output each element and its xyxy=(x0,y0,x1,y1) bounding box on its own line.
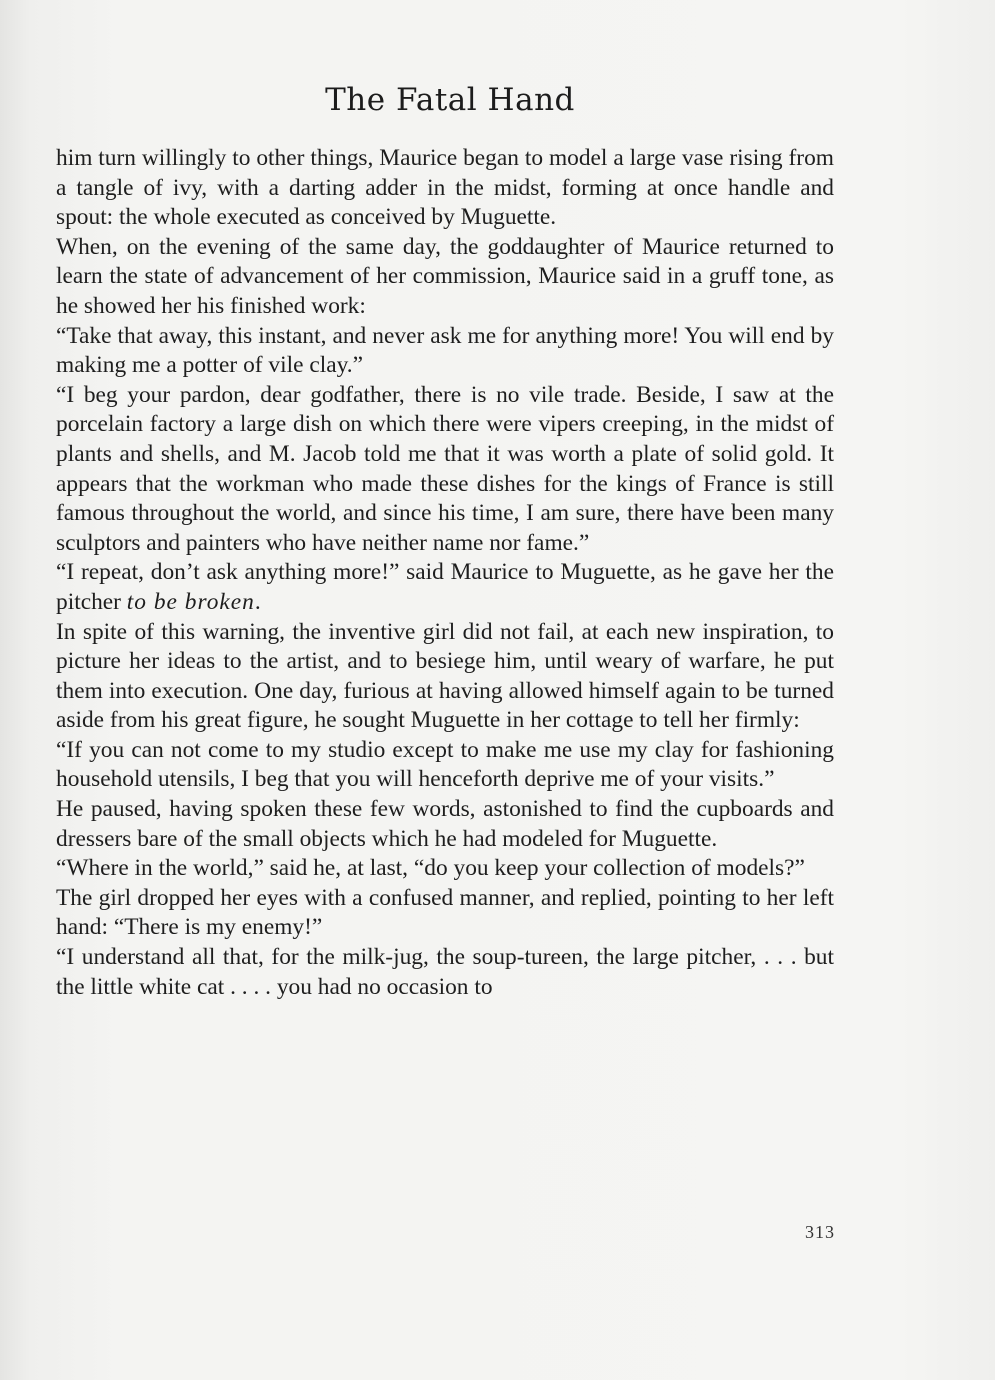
paragraph: In spite of this warning, the inventive girl did not fail, at each new inspiration, to picture her ideas to the artist, and to besiege him, until weary of warfare, he put them into execution. One day, furious at having allowed himself again to be turned aside from his great figure, he sought Muguette in her cottage to tell her firmly: xyxy=(56,618,834,734)
paragraph: “Take that away, this instant, and never ask me for anything more! You will end by making me a potter of vile clay.” xyxy=(56,322,834,379)
italic-phrase: to be broken xyxy=(126,588,255,615)
paragraph: “I beg your pardon, dear godfather, there is no vile trade. Beside, I saw at the porcelain factory a large dish on which there were vipers creeping, in the midst of plants and shells, and M. Jacob told me that it was worth a plate of solid gold. It appears that the workman who made these dishes for the kings of France is still famous throughout the world, and since his time, I am sure, there have been many sculptors and painters who have neither name nor fame.” xyxy=(56,381,834,556)
paragraph: him turn willingly to other things, Maurice began to model a large vase rising from a tangle of ivy, with a darting adder in the midst, forming at once handle and spout: the whole executed as conceived by Muguette. xyxy=(56,145,834,231)
paragraph: “I understand all that, for the milk-jug, the soup-tureen, the large pitcher, . . . but the little white cat . . . . you had no occasion to xyxy=(56,944,834,1000)
paragraph: “Where in the world,” said he, at last, “do you keep your collection of models?” xyxy=(56,855,805,882)
paragraph: The girl dropped her eyes with a confused manner, and replied, pointing to her left hand: “There is my enemy!” xyxy=(56,884,834,941)
paragraph: He paused, having spoken these few words, astonished to find the cupboards and dressers bare of the small objects which he had modeled for Muguette. xyxy=(56,796,834,852)
page-number: 313 xyxy=(805,1222,835,1242)
body-text xyxy=(56,144,834,1002)
paragraph: “I repeat, don’t ask anything more!” said Maurice to Muguette, as he gave her the pitcher to be broken. xyxy=(56,559,834,615)
running-title: The Fatal Hand xyxy=(325,82,575,118)
paragraph: “If you can not come to my studio except to make me use my clay for fashioning household utensils, I beg that you will henceforth deprive me of your visits.” xyxy=(56,736,834,793)
paragraph: When, on the evening of the same day, the goddaughter of Maurice returned to learn the state of advancement of her commission, Maurice said in a gruff tone, as he showed her his finished work: xyxy=(56,233,834,319)
